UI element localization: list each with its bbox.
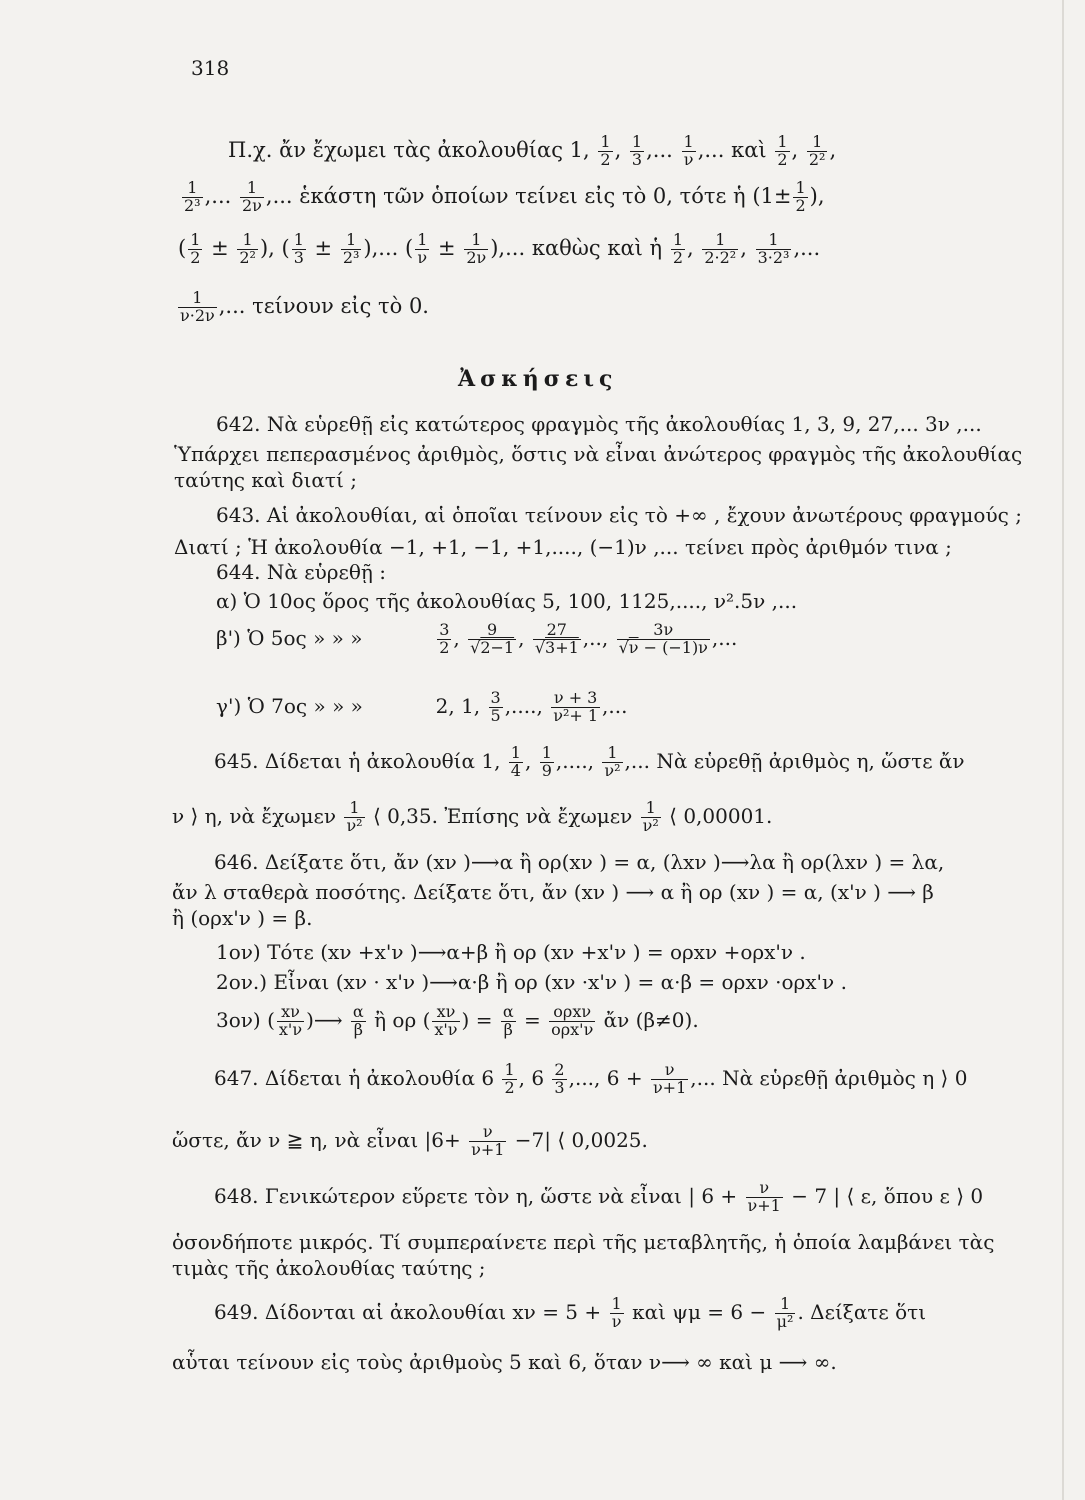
exercise-648-line-2: ὁσονδήποτε μικρός. Τί συμπεραίνετε περὶ τῆς μεταβλητῆς, ἡ ὁποία λαμβάνει τὰς: [172, 1230, 995, 1254]
exercise-642-line-2: Ὑπάρχει πεπερασμένος ἀριθμὸς, ὅστις νὰ εἶναι ἀνώτερος φραγμὸς τῆς ἀκολουθίας: [174, 442, 1023, 466]
exercise-642-line-1: 642. Νὰ εὑρεθῇ εἰς κατώτερος φραγμὸς τῆς ἀκολουθίας 1, 3, 9, 27,... 3ν ,...: [216, 412, 982, 436]
exercise-645-line-2: ν ⟩ η, νὰ ἔχωμεν $\frac{1}{\text{ν²}}$ ⟨ 0,35. Ἐπίσης νὰ ἔχωμεν $\frac{1}{\text{ν²}}$ ⟨ 0,00001.: [172, 798, 773, 835]
exercise-647-line-2: ὥστε, ἄν ν ≧ η, νὰ εἶναι |6+ $\frac{\nu}{\nu+1}$ −7| ⟨ 0,0025.: [172, 1122, 648, 1159]
exercise-648-line-1: 648. Γενικώτερον εὕρετε τὸν η, ὥστε νὰ εἶναι | 6 + $\frac{\nu}{\nu+1}$ − 7 | ⟨ ε, ὅπου ε ⟩ 0: [214, 1178, 984, 1215]
intro-line-2: $\frac{1}{\text{2³}}$ ,... $\frac{1}{2\nu}$ ,... ἑκάστη τῶν ὁποίων τείνει εἰς τὸ 0, τότε ἡ (1± $\frac{1}{2}$ ),: [184, 178, 825, 215]
exercise-647-line-1: 647. Δίδεται ἡ ἀκολουθία 6 $\frac{1}{2}$ , 6 $\frac{2}{3}$ ,..., 6 + $\frac{\nu}{\nu+1}$ ,... Νὰ εὑρεθῇ ἀριθμὸς η ⟩ 0: [214, 1060, 968, 1097]
page-number: 318: [191, 56, 230, 80]
exercise-642-line-3: ταύτης καὶ διατί ;: [174, 468, 357, 492]
exercise-644-item-b: β') Ὁ 5ος » » » $\frac{3}{2}$ , $\frac{9}{√2-1}$ , $\frac{27}{√3+1}$ ,.., $\frac{3\nu}{√\nu - (-1)\nu}$ ,...: [216, 620, 738, 657]
exercise-643-line-2: Διατί ; Ἡ ἀκολουθία −1, +1, −1, +1,...., (−1)ν ,... τείνει πρὸς ἀριθμόν τινα ;: [174, 535, 952, 559]
exercise-643-line-1: 643. Αἱ ἀκολουθίαι, αἱ ὁποῖαι τείνουν εἰς τὸ +∞ , ἔχουν ἀνωτέρους φραγμούς ;: [216, 503, 1022, 527]
exercise-646-part-1: 1ον) Τότε (xν +x'ν )⟶α+β ἢ ορ (xν +x'ν ) = ορxν +ορx'ν .: [216, 940, 806, 964]
exercise-646-line-3: ἢ (ορx'ν ) = β.: [172, 906, 313, 930]
exercise-644-item-c: γ') Ὁ 7ος » » » 2, 1, $\frac{3}{5}$ ,...., $\frac{\nu + 3}{\text{ν²+ 1}}$ ,...: [216, 688, 628, 725]
exercise-646-part-3: 3ον) ( $\frac{x\nu}{x'\nu}$ )⟶ $\frac{\alpha}{\beta}$ ἢ ορ ( $\frac{x\nu}{x'\nu}$ ) = $\frac{\alpha}{\beta}$ = $\frac{\text{ορxν}}{\text{ορx'ν}}$ ἄν (β≠0).: [216, 1002, 699, 1039]
section-heading: Ἀσκήσεις: [458, 366, 618, 392]
exercise-644-line-1: 644. Νὰ εὑρεθῇ :: [216, 560, 387, 584]
exercise-648-line-3: τιμὰς τῆς ἀκολουθίας ταύτης ;: [172, 1256, 486, 1280]
exercise-646-line-1: 646. Δείξατε ὅτι, ἄν (xν )⟶α ἢ ορ(xν ) = α, (λxν )⟶λα ἢ ορ(λxν ) = λα,: [214, 850, 945, 874]
exercise-649-line-1: 649. Δίδονται αἱ ἀκολουθίαι xν = 5 + $\frac{1}{\nu}$ καὶ ψμ = 6 − $\frac{1}{\text{μ²}}$ . Δείξατε ὅτι: [214, 1294, 927, 1331]
exercise-646-part-2: 2ον.) Εἶναι (xν · x'ν )⟶α·β ἢ ορ (xν ·x'ν ) = α·β = ορxν ·ορx'ν .: [216, 970, 847, 994]
exercise-645-line-1: 645. Δίδεται ἡ ἀκολουθία 1, $\frac{1}{4}$ , $\frac{1}{9}$ ,...., $\frac{1}{\text{ν²}}$ ,... Νὰ εὑρεθῇ ἀριθμὸς η, ὥστε ἄν: [214, 743, 965, 780]
page-gutter: [1062, 0, 1064, 1500]
intro-line-1: Π.χ. ἄν ἔχωμει τὰς ἀκολουθίας 1, $\frac{1}{2}$ , $\frac{1}{3}$ ,... $\frac{1}{\nu}$ ,... καὶ $\frac{1}{2}$ , $\frac{1}{\text{2²}}$ ,: [228, 132, 837, 169]
intro-line-3: ( $\frac{1}{2}$ ± $\frac{1}{\text{2²}}$ ), ( $\frac{1}{3}$ ± $\frac{1}{\text{2³}}$ ),... ( $\frac{1}{\nu}$ ± $\frac{1}{2\nu}$ ),... καθὼς καὶ ἡ $\frac{1}{2}$ , $\frac{1}{\text{2·2²}}$ , $\frac{1}{\text{3·2³}}$ ,...: [178, 230, 821, 267]
intro-line-4: $\frac{1}{\nu\cdot 2\nu}$ ,... τείνουν εἰς τὸ 0.: [180, 288, 429, 325]
exercise-646-line-2: ἄν λ σταθερὰ ποσότης. Δείξατε ὅτι, ἄν (xν ) ⟶ α ἢ ορ (xν ) = α, (x'ν ) ⟶ β: [172, 880, 934, 904]
exercise-644-item-a: α) Ὁ 10ος ὅρος τῆς ἀκολουθίας 5, 100, 1125,...., ν².5ν ,...: [216, 589, 798, 613]
exercise-649-line-2: αὗται τείνουν εἰς τοὺς ἀριθμοὺς 5 καὶ 6, ὅταν ν⟶ ∞ καὶ μ ⟶ ∞.: [172, 1350, 837, 1374]
